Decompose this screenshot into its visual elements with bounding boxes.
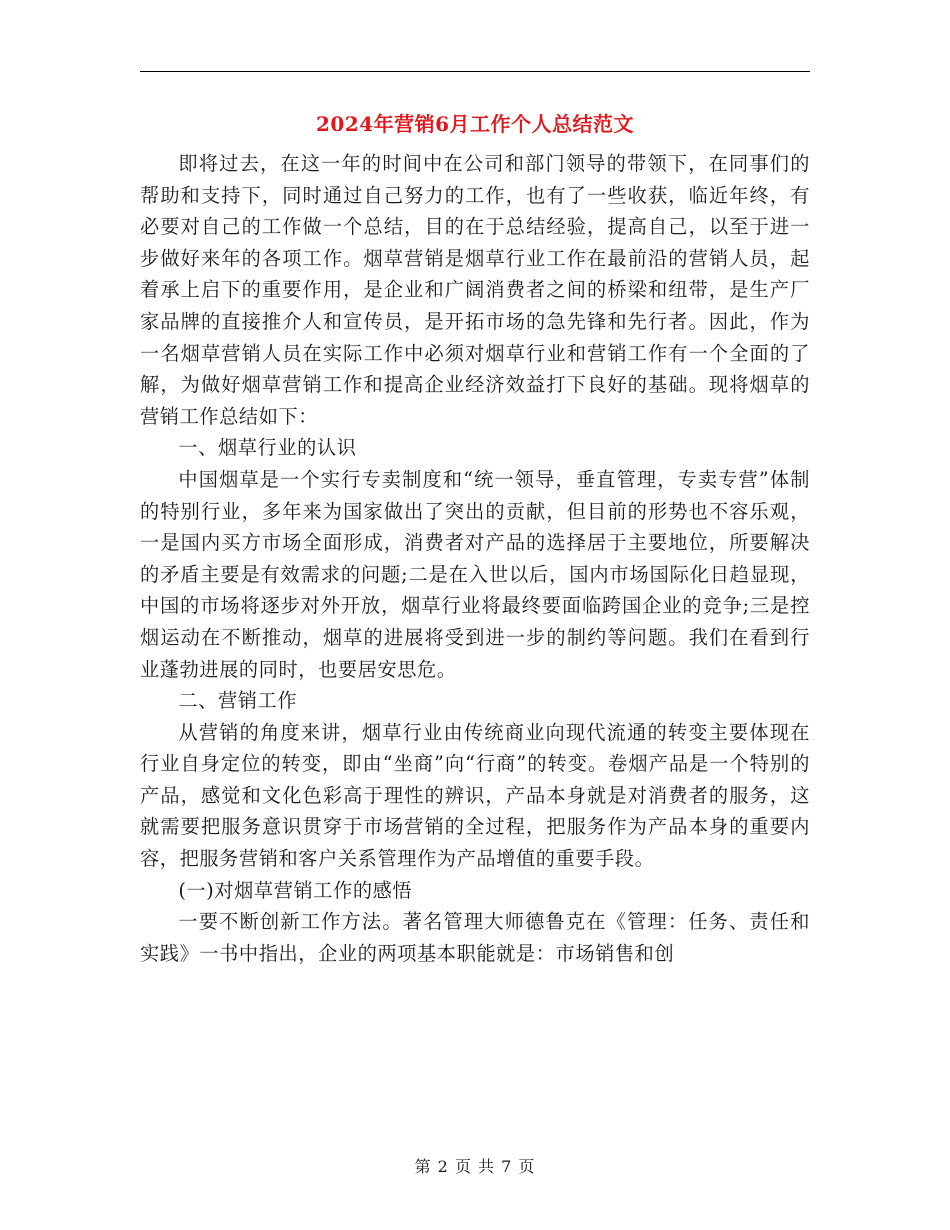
paragraph-industry: 中国烟草是一个实行专卖制度和“统一领导，垂直管理，专卖专营”体制的特别行业，多年来为国家做出了突出的贡献，但目前的形势也不容乐观，一是国内买方市场全面形成，消费者对产品的选择居于主要地位，所要解决的矛盾主要是有效需求的问题;二是在入世以后，国内市场国际化日趋显现，中国的市场将逐步对外开放，烟草行业将最终要面临跨国企业的竞争;三是控烟运动在不断推动，烟草的进展将受到进一步的制约等问题。我们在看到行业蓬勃进展的同时，也要居安思危。 (140, 467, 810, 681)
page-number-footer: 第 2 页 共 7 页 (414, 1157, 536, 1176)
document-title: 2024年营销6月工作个人总结范文 (315, 112, 635, 136)
paragraph-insights: 一要不断创新工作方法。著名管理大师德鲁克在《管理：任务、责任和实践》一书中指出，企业的两项基本职能就是：市场销售和创 (140, 910, 810, 965)
paragraph-marketing: 从营销的角度来讲，烟草行业由传统商业向现代流通的转变主要体现在行业自身定位的转变，即由“坐商”向“行商”的转变。卷烟产品是一个特别的产品，感觉和文化色彩高于理性的辨识，产品本身就是对消费者的服务，这就需要把服务意识贯穿于市场营销的全过程，把服务作为产品本身的重要内容，把服务营销和客户关系管理作为产品增值的重要手段。 (140, 720, 810, 871)
section-heading-marketing: 二、营销工作 (178, 689, 298, 713)
paragraph-intro: 即将过去，在这一年的时间中在公司和部门领导的带领下，在同事们的帮助和支持下，同时通过自己努力的工作，也有了一些收获，临近年终，有必要对自己的工作做一个总结，目的在于总结经验，提高自己，以至于进一步做好来年的各项工作。烟草营销是烟草行业工作在最前沿的营销人员，起着承上启下的重要作用，是企业和广阔消费者之间的桥梁和纽带，是生产厂家品牌的直接推介人和宣传员，是开拓市场的急先锋和先行者。因此，作为一名烟草营销人员在实际工作中必须对烟草行业和营销工作有一个全面的了解，为做好烟草营销工作和提高企业经济效益打下良好的基础。现将烟草的营销工作总结如下： (140, 152, 810, 428)
section-heading-industry: 一、烟草行业的认识 (178, 436, 357, 460)
document-body (140, 148, 810, 969)
subsection-heading-insights: (一)对烟草营销工作的感悟 (178, 878, 413, 902)
header-rule (140, 71, 810, 72)
